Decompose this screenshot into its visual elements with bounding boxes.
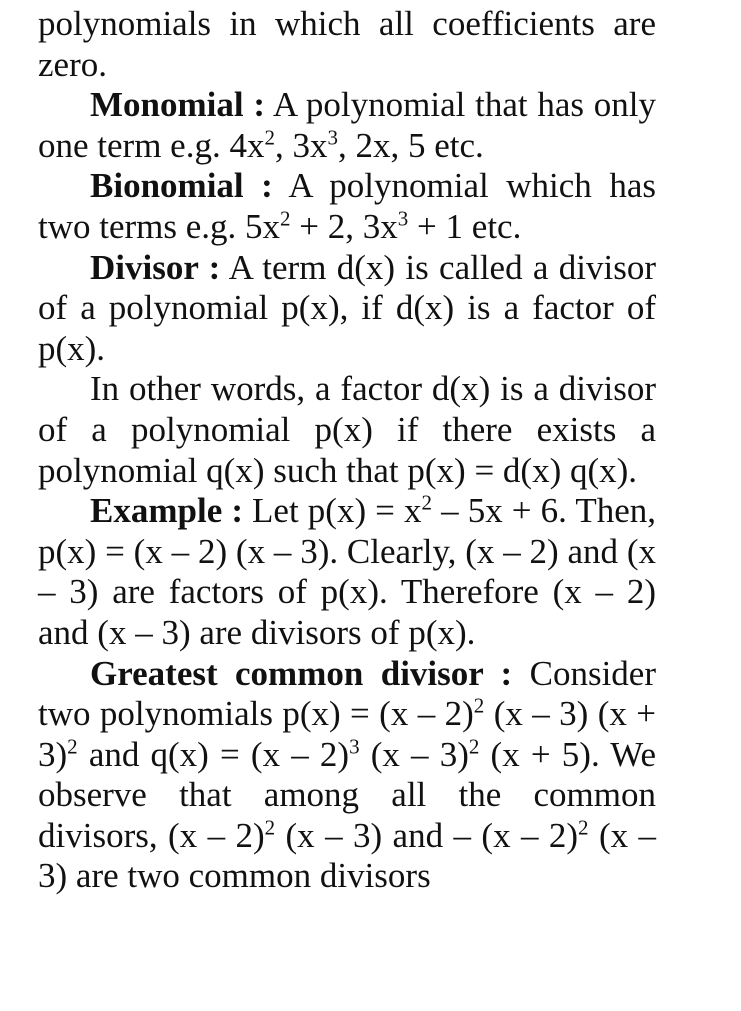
monomial-text-c: , 2x, 5 etc. <box>337 125 484 165</box>
example-sup-1: 2 <box>421 490 433 515</box>
example-term: Example : <box>90 491 243 531</box>
other-words-paragraph <box>38 369 656 491</box>
gcd-sup-5: 2 <box>264 815 276 840</box>
binomial-definition <box>38 166 656 247</box>
gcd-sup-1: 2 <box>473 693 485 718</box>
binomial-sup-2: 3 <box>397 206 409 231</box>
gcd-text-c: and q(x) = (x – 2) <box>77 734 350 774</box>
gcd-text-b: (x – 3) (x + 3) <box>38 694 656 774</box>
divisor-definition <box>38 248 656 370</box>
document-page <box>38 4 656 897</box>
gcd-text-d: (x – 3) <box>359 734 469 774</box>
gcd-text-e: (x + 5). We observe that among all the common divisors, (x – 2) <box>38 734 656 855</box>
monomial-term: Monomial : <box>90 85 266 125</box>
divisor-text: A term d(x) is called a divisor of a polynomial p(x), if d(x) is a factor of p(x). <box>38 247 656 368</box>
gcd-sup-3: 3 <box>349 734 360 759</box>
divisor-term: Divisor : <box>90 247 221 287</box>
gcd-term: Greatest common divisor : <box>90 653 513 693</box>
gcd-sup-4: 2 <box>468 734 480 759</box>
example-text-b: – 5x + 6. Then, p(x) = (x – 2) (x – 3). Clearly, (x – 2) and (x – 3) are factors of p(x). Therefore (x – 2) and (x – 3) are divisors of p(x). <box>38 491 656 652</box>
gcd-sup-2: 2 <box>67 734 78 759</box>
example-paragraph <box>38 491 656 653</box>
gcd-paragraph <box>38 654 656 898</box>
binomial-text-c: + 1 etc. <box>408 206 522 246</box>
monomial-definition <box>38 85 656 166</box>
binomial-sup-1: 2 <box>280 206 291 231</box>
gcd-text-f: (x – 3) and – (x – 2) <box>275 815 579 855</box>
monomial-sup-1: 2 <box>264 125 275 150</box>
example-text-a: Let p(x) = x <box>242 491 422 531</box>
gcd-text-a: Consider two polynomials p(x) = (x – 2) <box>38 653 656 734</box>
monomial-sup-2: 3 <box>327 125 338 150</box>
intro-text: polynomials in which all coefficients are zero. <box>38 4 656 84</box>
monomial-text-a: A polynomial that has only one term e.g. 4x <box>38 85 656 165</box>
binomial-term: Bionomial : <box>90 166 273 206</box>
intro-paragraph <box>38 4 656 85</box>
gcd-sup-6: 2 <box>578 815 589 840</box>
gcd-text-g: (x – 3) are two common divisors <box>38 815 656 896</box>
other-words-text: In other words, a factor d(x) is a divisor of a polynomial p(x) if there exists a polynomial q(x) such that p(x) = d(x) q(x). <box>38 369 656 490</box>
binomial-text-b: + 2, 3x <box>290 206 398 246</box>
monomial-text-b: , 3x <box>274 125 328 165</box>
binomial-text-a: A polynomial which has two terms e.g. 5x <box>38 166 656 246</box>
